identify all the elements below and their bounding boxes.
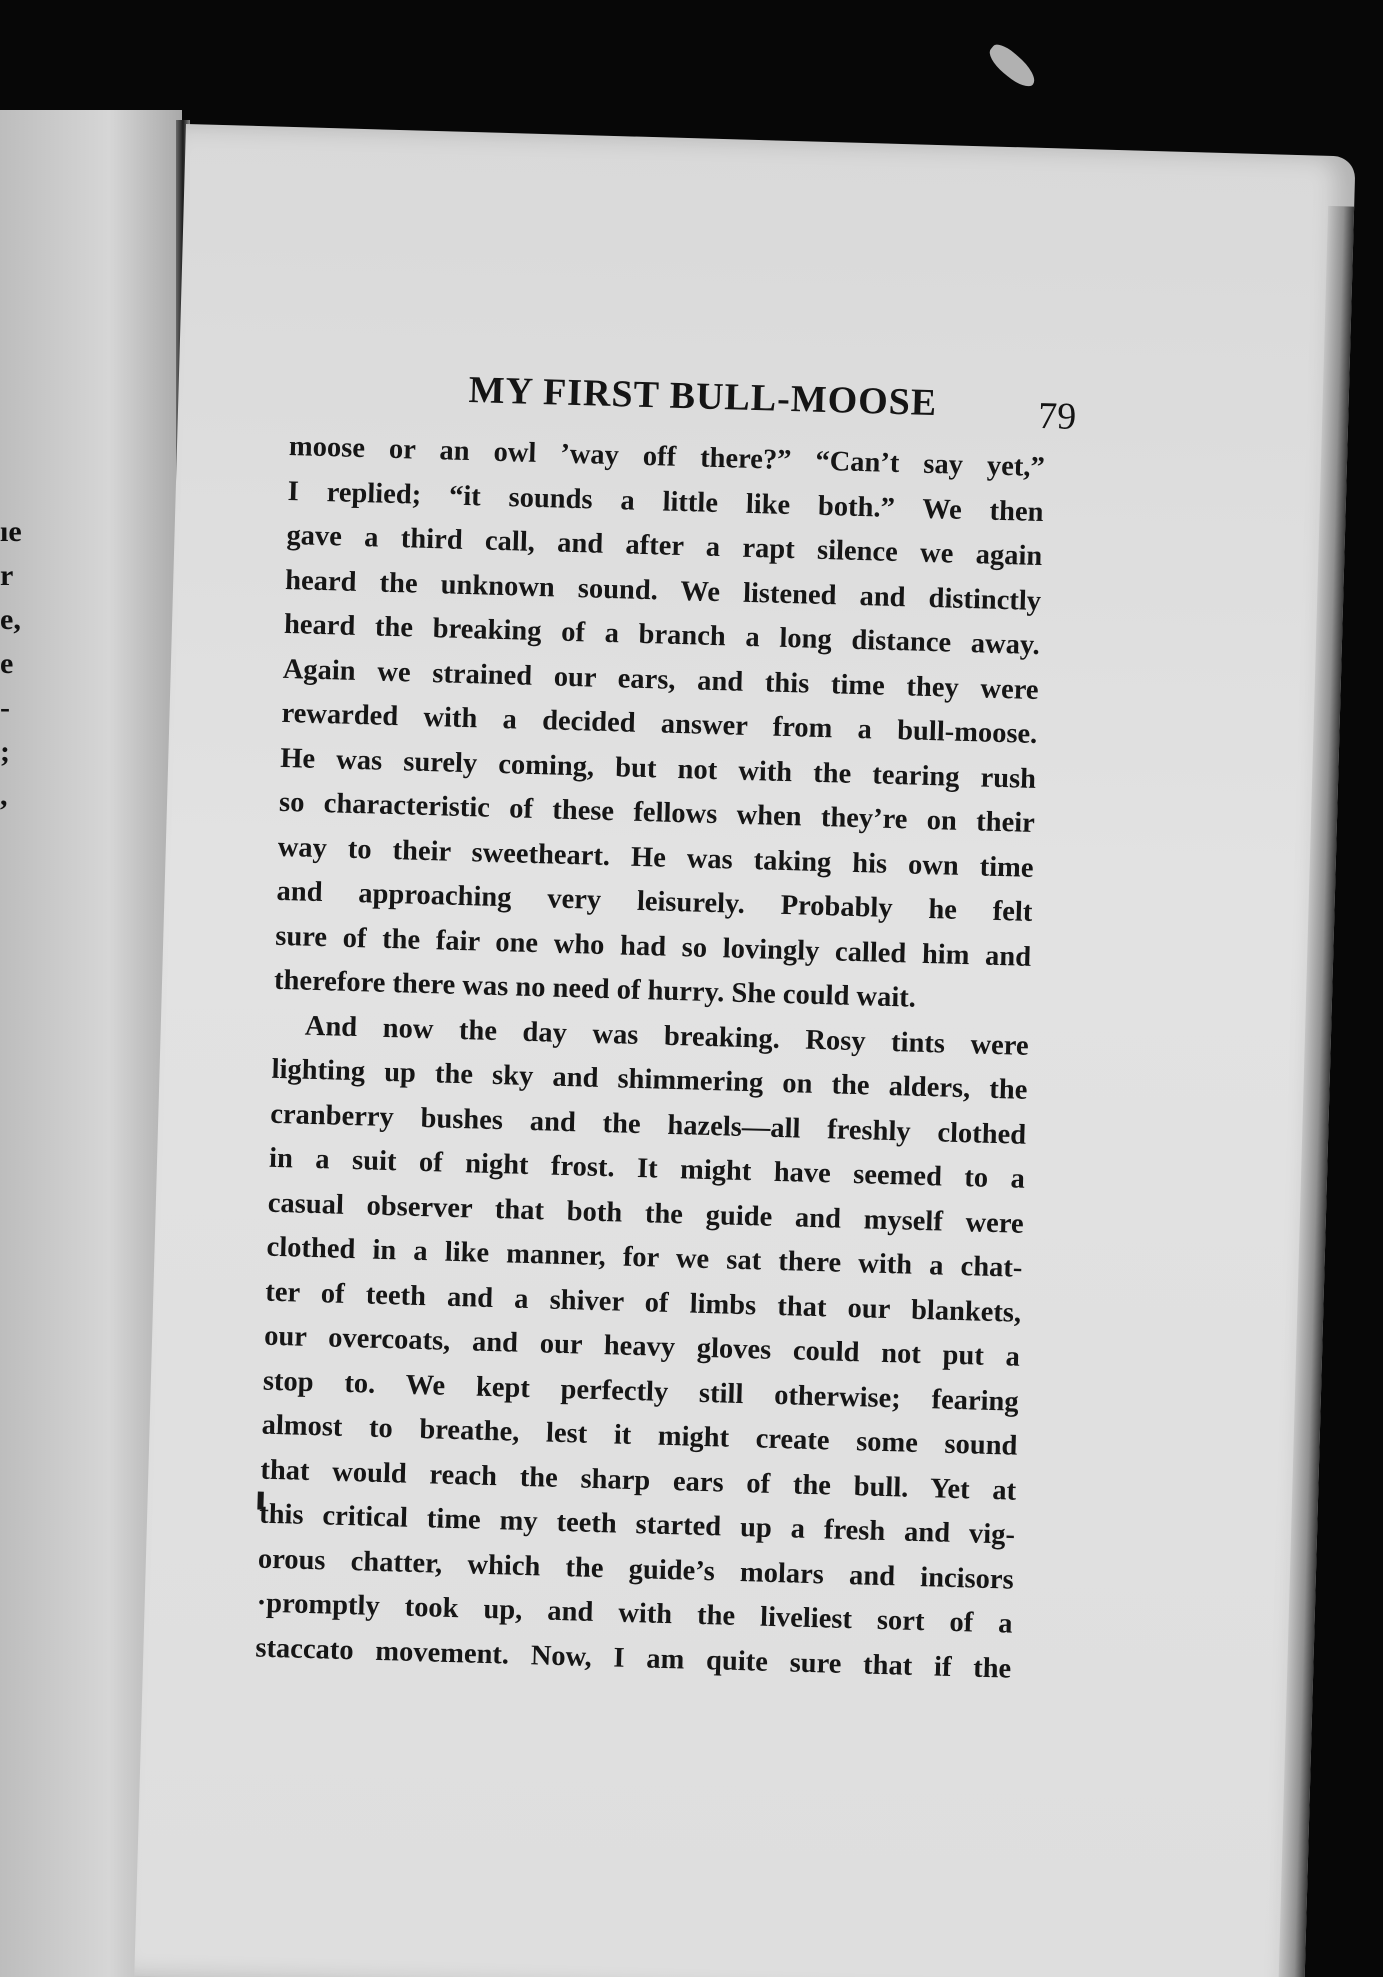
book-page [134, 124, 1355, 1977]
text-line: so characteristic of these fellows when they’re on their [278, 786, 1036, 839]
text-line: cranberry bushes and the hazels—all freshly clothed [269, 1098, 1027, 1151]
text-line: ter of teeth and a shiver of limbs that our blankets, [264, 1276, 1022, 1329]
paper-debris [984, 40, 1040, 92]
text-line: casual observer that both the guide and myself were [267, 1187, 1025, 1240]
body-text [255, 425, 1045, 1692]
text-line: moose or an owl ’way off there?” “Can’t say yet,” [288, 431, 1046, 484]
left-fragment-line: e, [0, 603, 21, 636]
text-line: He was surely coming, but not with the tearing rush [279, 742, 1037, 795]
page-number: 79 [1037, 394, 1077, 438]
text-line: way to their sweetheart. He was taking his own time [277, 831, 1034, 884]
text-line: Again we strained our ears, and this time they were [282, 653, 1039, 706]
left-fragment-line: ıe [0, 515, 22, 548]
left-fragment-line: - [0, 691, 10, 724]
text-line: sure of the fair one who had so lovingly called him and [274, 920, 1032, 973]
text-line: and approaching very leisurely. Probably he felt [276, 875, 1033, 928]
text-line: And now the day was breaking. Rosy tints were [304, 1010, 1030, 1062]
text-line: gave a third call, and after a rapt silence we again [286, 519, 1043, 573]
left-page-text-fragments [0, 510, 22, 818]
text-line: therefore there was no need of hurry. She could wait. [273, 964, 917, 1014]
left-fragment-line: , [0, 779, 8, 812]
page-edge-shadow [1278, 206, 1354, 1977]
text-line: rewarded with a decided answer from a bull-moose. [281, 697, 1038, 751]
running-title: MY FIRST BULL-MOOSE [468, 369, 938, 425]
text-line: ·promptly took up, and with the liveliest sort of a [256, 1587, 1013, 1640]
text-line: almost to breathe, lest it might create some sound [261, 1409, 1018, 1462]
text-line: our overcoats, and our heavy gloves could not put a [263, 1320, 1021, 1373]
text-line: that would reach the sharp ears of the bull. Yet at [260, 1454, 1017, 1507]
text-line: lighting up the sky and shimmering on the alders, the [271, 1053, 1028, 1106]
text-line: in a suit of night frost. It might have seemed to a [268, 1142, 1026, 1195]
text-line: heard the unknown sound. We listened and distinctly [284, 564, 1042, 617]
left-fragment-line: ; [0, 735, 10, 768]
text-line: this critical time my teeth started up a fresh and vig- [258, 1498, 1016, 1551]
text-line: orous chatter, which the guide’s molars and incisors [257, 1543, 1015, 1596]
text-line: staccato movement. Now, I am quite sure that if the [255, 1632, 1012, 1685]
text-line: heard the breaking of a branch a long distance away. [283, 608, 1041, 662]
text-line: clothed in a like manner, for we sat there with a chat- [266, 1231, 1023, 1284]
left-fragment-line: e [0, 647, 14, 680]
text-line: stop to. We kept perfectly still otherwise; fearing [262, 1365, 1020, 1418]
text-line: I replied; “it sounds a little like both.” We then [287, 475, 1044, 528]
left-fragment-line: r [0, 559, 14, 592]
